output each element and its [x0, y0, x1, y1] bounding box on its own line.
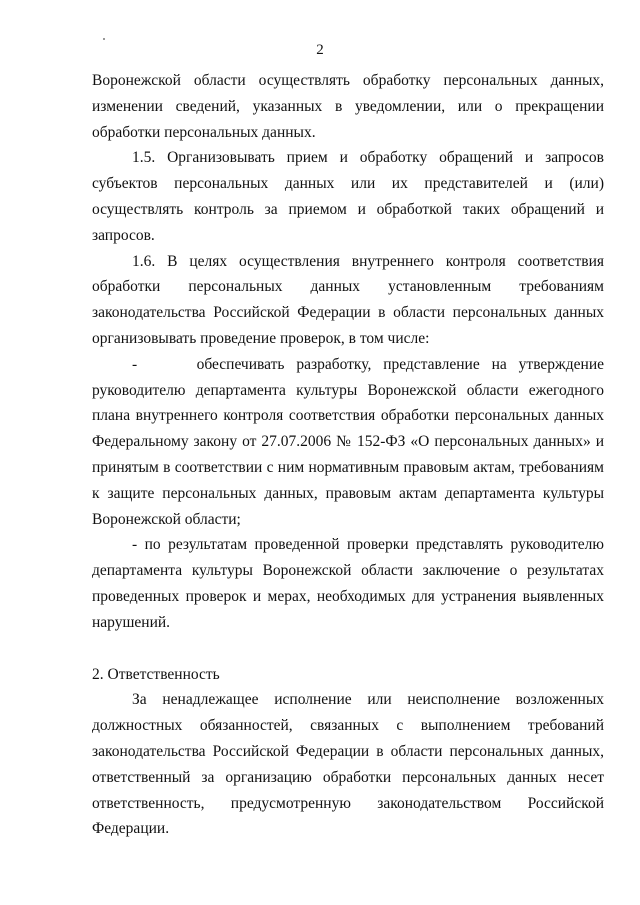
document-body: [92, 68, 604, 842]
paragraph-1-5: 1.5. Организовывать прием и обработку обращений и запросов субъектов персональных данных или их представителей и (или) осуществлять контроль за приемом и обработкой таких обращений и запросов.: [92, 149, 604, 244]
page-number: 2: [316, 42, 324, 58]
scan-speck: [103, 38, 105, 40]
paragraph-responsibility: За ненадлежащее исполнение или неисполнение возложенных должностных обязанностей, связанных с выполнением требований законодательства Российской Федерации в области персональных данных, ответственный за организацию обработки персональных данных несет ответственность, предусмотренную законодательством Российской Федерации.: [92, 691, 604, 838]
list-item-plan: - обеспечивать разработку, представление на утверждение руководителю департамента культуры Воронежской области ежегодного плана внутреннего контроля соответствия обработки персональных данных Федеральному закону от 27.07.2006 № 152-ФЗ «О персональных данных» и принятым в соответствии с ним нормативным правовым актам, требованиям к защите персональных данных, правовым актам департамента культуры Воронежской области;: [92, 355, 604, 528]
list-item-report: - по результатам проведенной проверки представлять руководителю департамента культуры Воронежской области заключение о результатах проведенных проверок и мерах, необходимых для устранения выявленных нарушений.: [92, 536, 604, 631]
paragraph-1-6: 1.6. В целях осуществления внутреннего контроля соответствия обработки персональных данных установленным требованиям законодательства Российской Федерации в области персональных данных организовывать проведение проверок, в том числе:: [92, 252, 604, 347]
section-heading-responsibility: 2. Ответственность: [92, 665, 220, 683]
paragraph-continuation: Воронежской области осуществлять обработку персональных данных, изменении сведений, указанных в уведомлении, или о прекращении обработки персональных данных.: [92, 72, 604, 141]
